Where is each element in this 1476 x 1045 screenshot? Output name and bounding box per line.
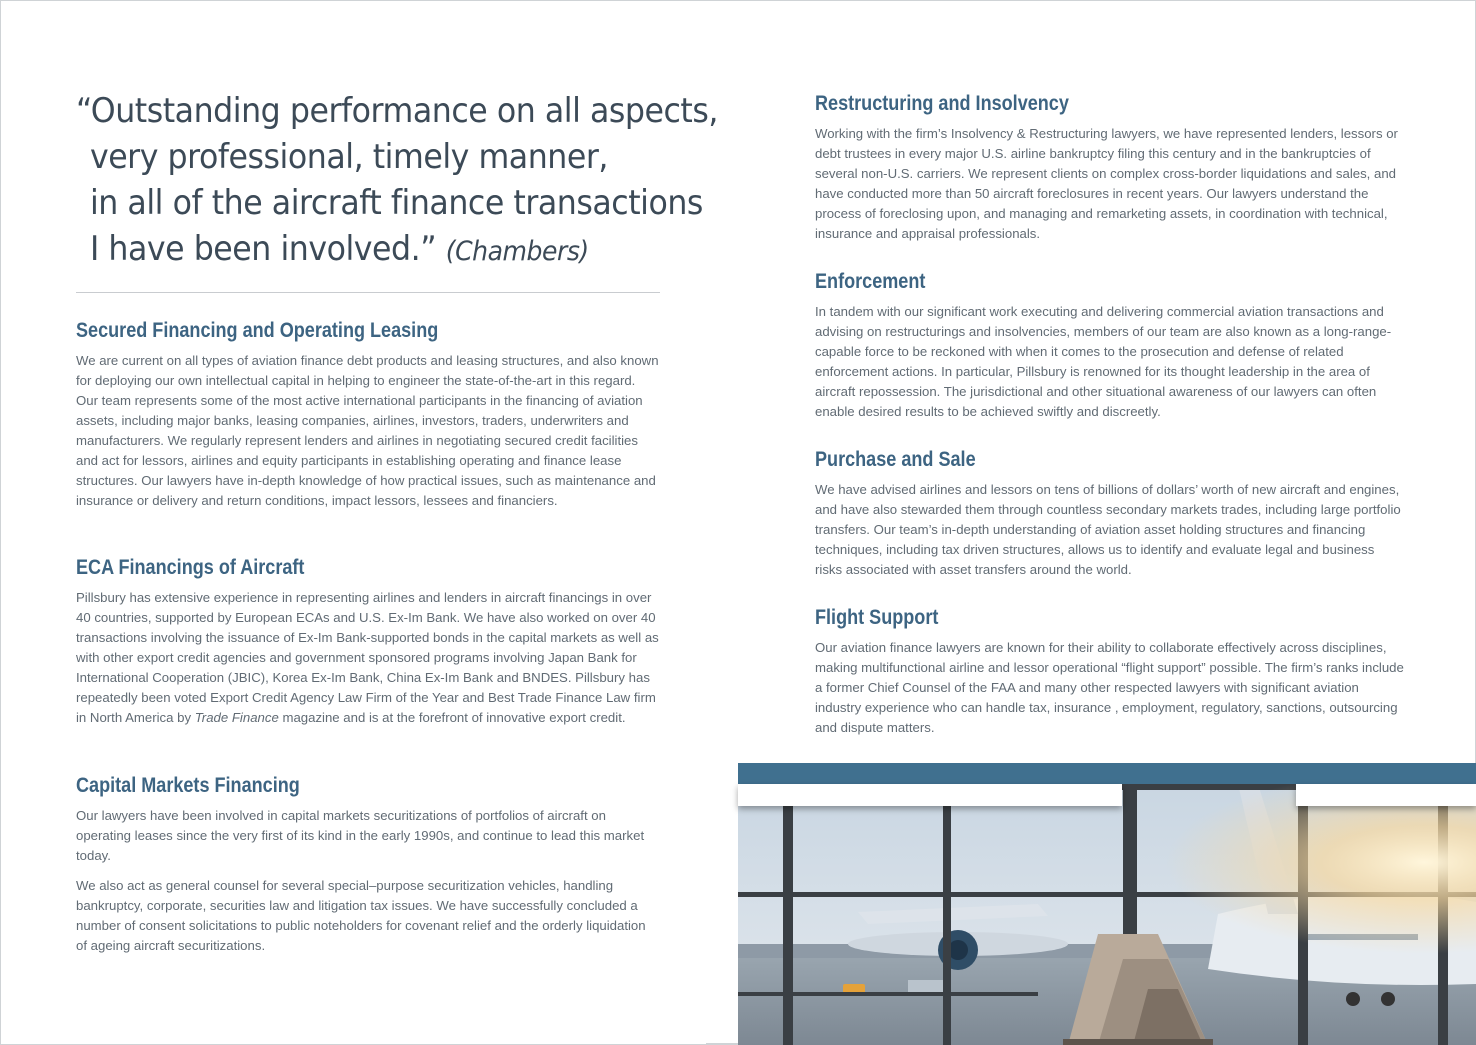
section-body-part-1: Pillsbury has extensive experience in representing airlines and lenders in aircraft financings in over 40 countries, supported by European ECAs and U.S. Ex-Im Bank. We have also worked on over 40 transactions involving the issuance of Ex-Im Bank-supported bonds in the capital markets as well as with other export credit agencies and government sponsored programs involving Japan Bank for International Cooperation (JBIC), Korea Ex-Im Bank, China Ex-Im Bank and BNDES. Pillsbury has repeatedly been voted Export Credit Agency Law Firm of the Year and Best Trade Finance Law firm in North America by: [76, 590, 659, 725]
section-eca-financings: [76, 555, 660, 728]
section-body: [76, 588, 660, 728]
section-title: ECA Financings of Aircraft: [76, 556, 305, 579]
accent-band: [738, 763, 1476, 784]
section-title: Secured Financing and Operating Leasing: [76, 319, 439, 342]
section-body-2: We also act as general counsel for several special–purpose securitization vehicles, handling bankruptcy, corporate, securities law and litigation tax issues. We have successfully concluded a number of consent solicitations to public noteholders for covenant relief and the orderly liquidation of ageing aircraft securitizations.: [76, 878, 646, 953]
photo-cutout-right: [1296, 784, 1476, 806]
section-body-part-2: magazine and is at the forefront of innovative export credit.: [278, 710, 626, 725]
section-body: We have advised airlines and lessors on tens of billions of dollars’ worth of new aircraft and engines, and have also stewarded them through countless secondary markets trades, including large portfolio transfers. Our team’s in-depth understanding of aviation asset holding structures and financing techniques, including tax driven structures, allows us to identify and evaluate legal and business risks associated with asset transfers around the world.: [815, 482, 1401, 577]
section-body: In tandem with our significant work executing and delivering commercial aviation transactions and advising on restructurings and insolvencies, members of our team are also known as a long-range-capable force to be reckoned with when it comes to the prosecution and defense of related enforcement actions. In particular, Pillsbury is renowned for its thought leadership in the area of aircraft repossession. The jurisdictional and other situational awareness of our lawyers can often enable desired results to be achieved swiftly and discreetly.: [815, 304, 1392, 419]
spine-mark-bottom: [706, 1043, 740, 1044]
quote-line-1: “Outstanding performance on all aspects,: [76, 91, 718, 131]
section-title: Capital Markets Financing: [76, 774, 300, 797]
section-title: Flight Support: [815, 606, 939, 629]
section-title: Purchase and Sale: [815, 448, 976, 471]
section-body: Working with the firm’s Insolvency & Restructuring lawyers, we have represented lenders, lessors or debt trustees in every major U.S. airline bankruptcy filing this century and in the bankruptcies of several non-U.S. carriers. We represent clients on complex cross-border liquidations and sales, and have conducted more than 50 aircraft foreclosures in recent years. Our lawyers understand the process of foreclosing upon, and managing and remarketing assets, in coordination with technical, insurance and appraisal professionals.: [815, 126, 1398, 241]
section-capital-markets: [76, 773, 660, 956]
quote-divider: [76, 292, 660, 293]
section-body: Our aviation finance lawyers are known for their ability to collaborate effectively across disciplines, making multifunctional airline and lessor operational “flight support” possible. The firm’s ranks include a former Chief Counsel of the FAA and many other respected lawyers with significant aviation industry experience who can handle tax, insurance , employment, regulatory, sanctions, outsourcing and dispute matters.: [815, 640, 1404, 735]
section-title: Restructuring and Insolvency: [815, 92, 1069, 115]
sun-glare: [738, 784, 1476, 1045]
photo-cutout-left: [738, 784, 1122, 806]
airport-terminal-illustration: [738, 784, 1476, 1045]
section-restructuring: [815, 91, 1405, 244]
publication-name: Trade Finance: [194, 710, 279, 725]
quote-line-2: very professional, timely manner,: [89, 137, 608, 177]
quote-attribution: (Chambers): [445, 236, 589, 267]
quote-line-4: I have been involved.”: [89, 229, 437, 269]
section-secured-financing: [76, 318, 660, 511]
section-title: Enforcement: [815, 270, 926, 293]
section-enforcement: [815, 269, 1405, 422]
quote-line-3: in all of the aircraft finance transactions: [89, 183, 703, 223]
section-purchase-sale: [815, 447, 1405, 580]
airport-photo: [738, 763, 1476, 1045]
section-body: We are current on all types of aviation finance debt products and leasing structures, and also known for deploying our own intellectual capital in helping to engineer the state-of-the-art in this regard. Our team represents some of the most active international participants in the financing of aviation assets, including major banks, leasing companies, airlines, investors, traders, underwriters and manufacturers. We regularly represent lenders and airlines in negotiating secured credit facilities and act for lessors, airlines and equity participants in establishing operating and finance lease structures. Our lawyers have in-depth knowledge of how practical issues, such as maintenance and insurance or delivery and return conditions, impact lessors, lessees and financiers.: [76, 353, 659, 508]
spine-mark-top: [706, 0, 740, 1]
pull-quote: [76, 88, 718, 275]
section-flight-support: [815, 605, 1405, 738]
section-body-1: Our lawyers have been involved in capital markets securitizations of portfolios of aircraft on operating leases since the very first of its kind in the early 1990s, and continue to lead this market today.: [76, 808, 645, 863]
